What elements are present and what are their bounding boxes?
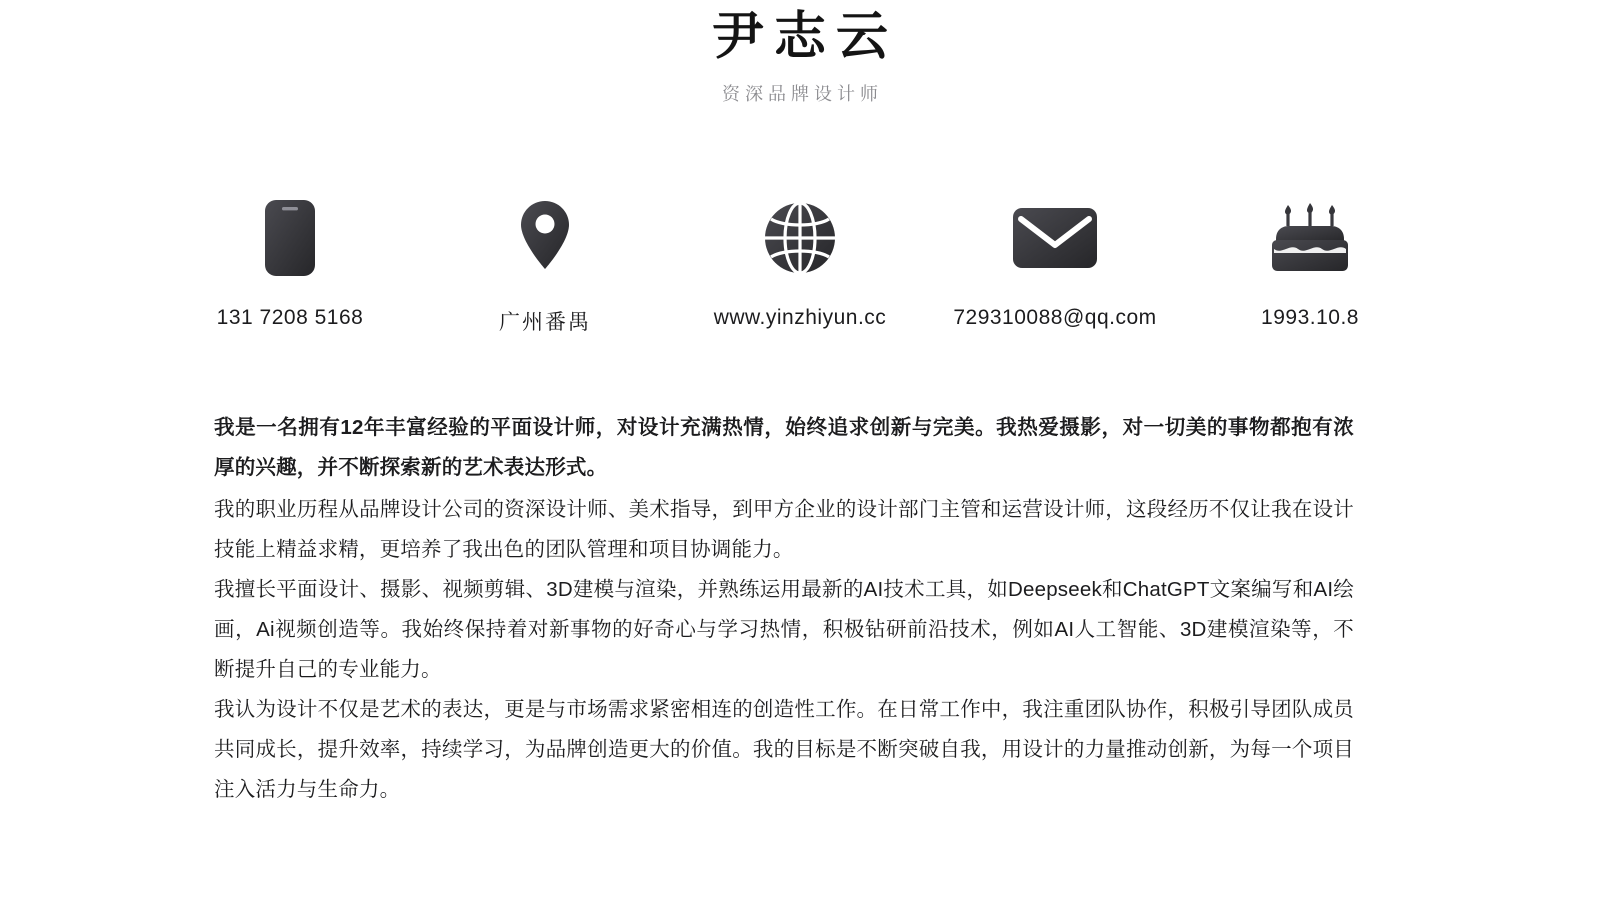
birthday-cake-icon	[1268, 196, 1352, 280]
contact-label-phone: 131 7208 5168	[216, 306, 364, 329]
contact-item-birthday	[1200, 196, 1420, 330]
contact-item-website	[690, 196, 910, 330]
profile-lead-paragraph: 我是一名拥有12年丰富经验的平面设计师，对设计充满热情，始终追求创新与完美。我热爱摄影，对一切美的事物都抱有浓厚的兴趣，并不断探索新的艺术表达形式。	[214, 416, 1354, 479]
contact-label-birthday: 1993.10.8	[1261, 306, 1359, 329]
contact-label-website: www.yinzhiyun.cc	[713, 306, 887, 329]
contact-item-phone	[180, 196, 400, 330]
phone-icon	[264, 196, 316, 280]
profile-paragraph-2: 我擅长平面设计、摄影、视频剪辑、3D建模与渲染，并熟练运用最新的AI技术工具，如Deepseek和ChatGPT文案编写和AI绘画，Ai视频创造等。我始终保持着对新事物的好奇心与学习热情，积极钻研前沿技术，例如AI人工智能、3D建模渲染等，不断提升自己的专业能力。	[214, 578, 1354, 681]
contact-row	[180, 196, 1420, 336]
contact-item-email	[945, 196, 1165, 330]
envelope-icon	[1012, 196, 1098, 280]
contact-label-location: 广州番禺	[499, 311, 591, 334]
profile-paragraph-1: 我的职业历程从品牌设计公司的资深设计师、美术指导，到甲方企业的设计部门主管和运营设计师，这段经历不仅让我在设计技能上精益求精，更培养了我出色的团队管理和项目协调能力。	[214, 498, 1354, 561]
globe-icon	[763, 196, 837, 280]
contact-item-location	[435, 196, 655, 336]
profile-paragraph-3: 我认为设计不仅是艺术的表达，更是与市场需求紧密相连的创造性工作。在日常工作中，我注重团队协作，积极引导团队成员共同成长，提升效率，持续学习，为品牌创造更大的价值。我的目标是不断突破自我，用设计的力量推动创新，为每一个项目注入活力与生命力。	[214, 698, 1354, 801]
header	[0, 0, 1600, 106]
location-pin-icon	[516, 196, 574, 280]
contact-label-email: 729310088@qq.com	[953, 306, 1157, 329]
page-title: 尹志云	[711, 8, 898, 66]
profile-description	[214, 408, 1354, 810]
job-title: 资深品牌设计师	[722, 83, 883, 104]
